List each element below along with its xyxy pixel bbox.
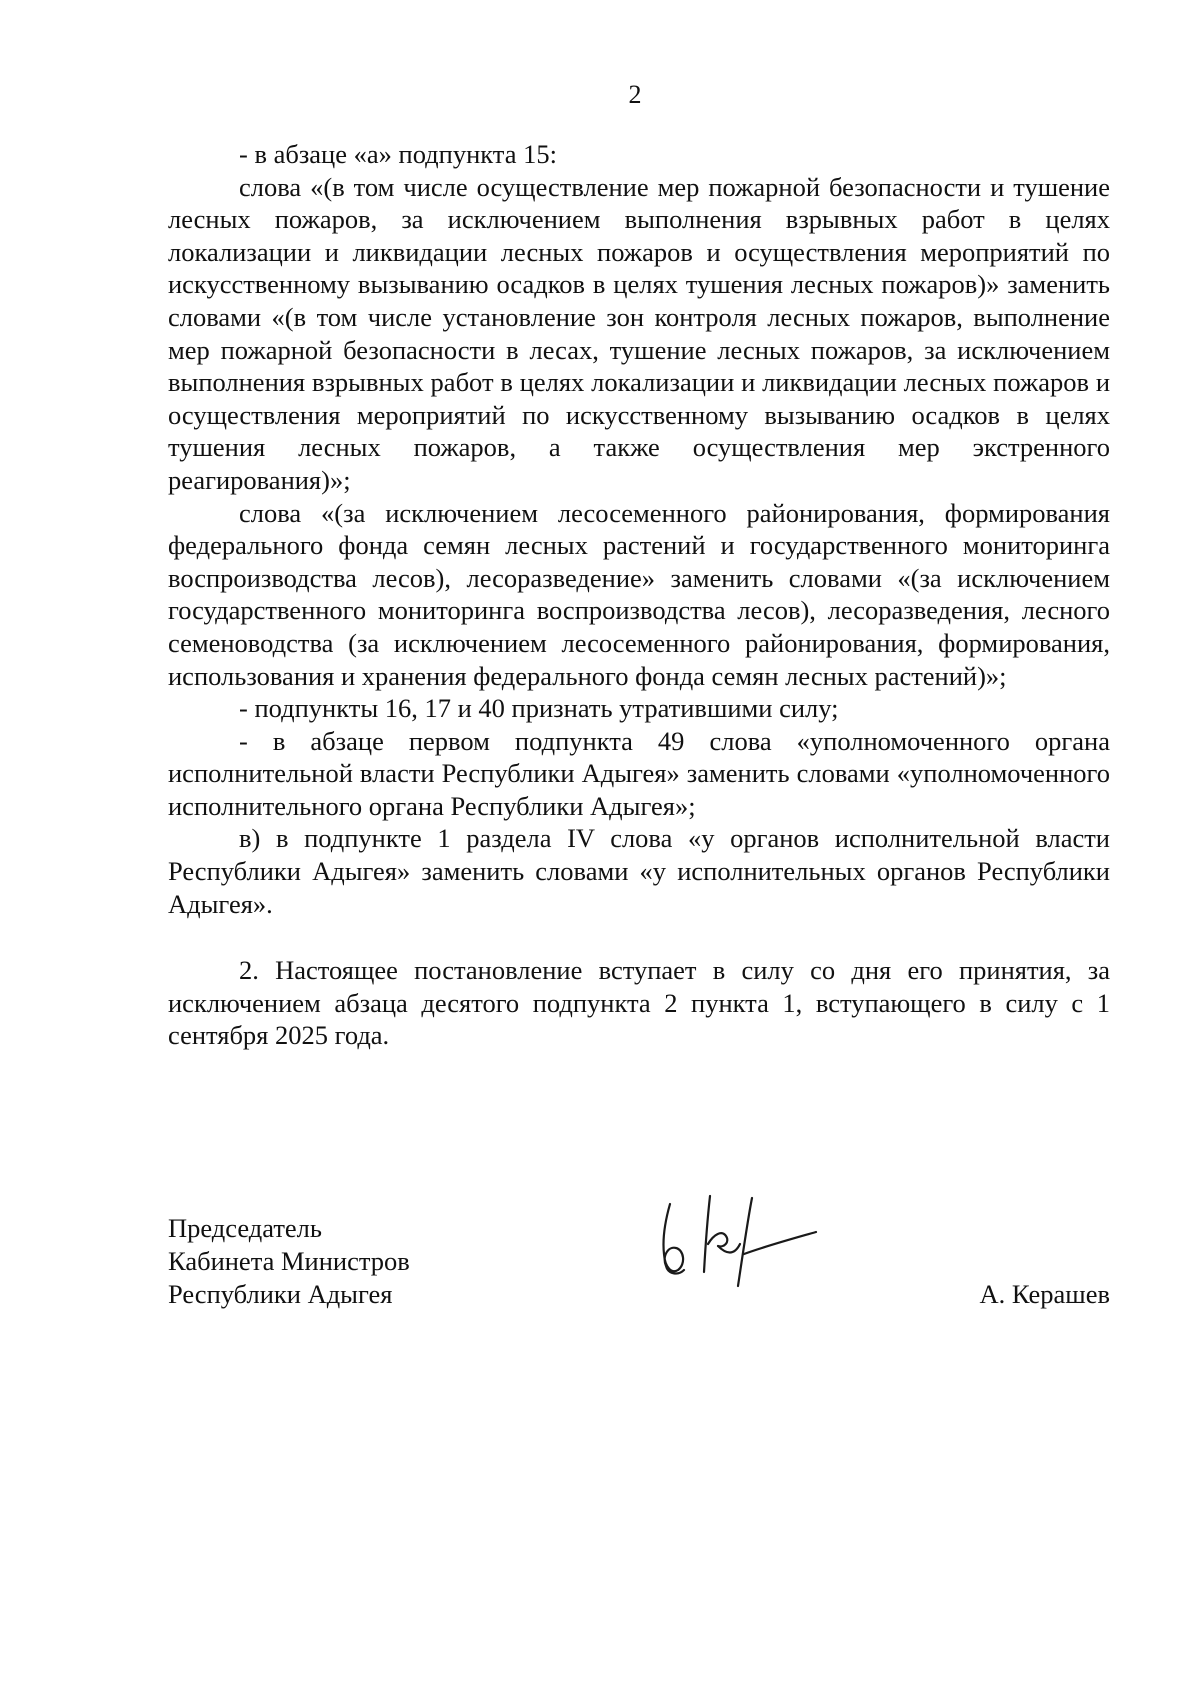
page-number: 2 — [628, 80, 642, 109]
signature-block — [168, 1212, 1110, 1332]
paragraph-effective-date: 2. Настоящее постановление вступает в силу со дня его принятия, за исключением абзаца десятого подпункта 2 пункта 1, вступающего в силу с 1 сентября 2025 года. — [168, 955, 1110, 1051]
signer-title-line: Республики Адыгея — [168, 1279, 393, 1309]
handwritten-signature — [648, 1184, 828, 1304]
signer-title-line: Председатель — [168, 1213, 322, 1243]
document-body — [168, 138, 1110, 1052]
paragraph: слова «(в том числе осуществление мер пожарной безопасности и тушение лесных пожаров, за исключением выполнения взрывных работ в целях локализации и ликвидации лесных пожаров и осуществления мероприятий по искусственному вызыванию осадков в целях тушения лесных пожаров)» заменить словами «(в том числе установление зон контроля лесных пожаров, выполнение мер пожарной безопасности в лесах, тушение лесных пожаров, за исключением выполнения взрывных работ в целях локализации и ликвидации лесных пожаров и осуществления мероприятий по искусственному вызыванию осадков в целях тушения лесных пожаров, а также осуществления мер экстренного реагирования)»; — [168, 171, 1110, 495]
paragraph: - в абзаце «а» подпункта 15: — [239, 139, 557, 169]
signer-title-line: Кабинета Министров — [168, 1246, 410, 1276]
paragraph: в) в подпункте 1 раздела IV слова «у органов исполнительной власти Республики Адыгея» заменить словами «у исполнительных органов Республики Адыгея». — [168, 823, 1110, 919]
signer-title — [168, 1212, 410, 1311]
signer-name: А. Керашев — [979, 1279, 1110, 1309]
paragraph: - подпункты 16, 17 и 40 признать утратившими силу; — [239, 693, 839, 724]
paragraph: слова «(за исключением лесосеменного районирования, формирования федерального фонда семян лесных растений и государственного мониторинга воспроизводства лесов), лесоразведение» заменить словами «(за исключением государственного мониторинга воспроизводства лесов), лесоразведения, лесного семеноводства (за исключением лесосеменного районирования, формирования, использования и хранения федерального фонда семян лесных растений)»; — [168, 497, 1110, 691]
paragraph: - в абзаце первом подпункта 49 слова «уполномоченного органа исполнительной власти Республики Адыгея» заменить словами «уполномоченного исполнительного органа Республики Адыгея»; — [168, 725, 1110, 821]
